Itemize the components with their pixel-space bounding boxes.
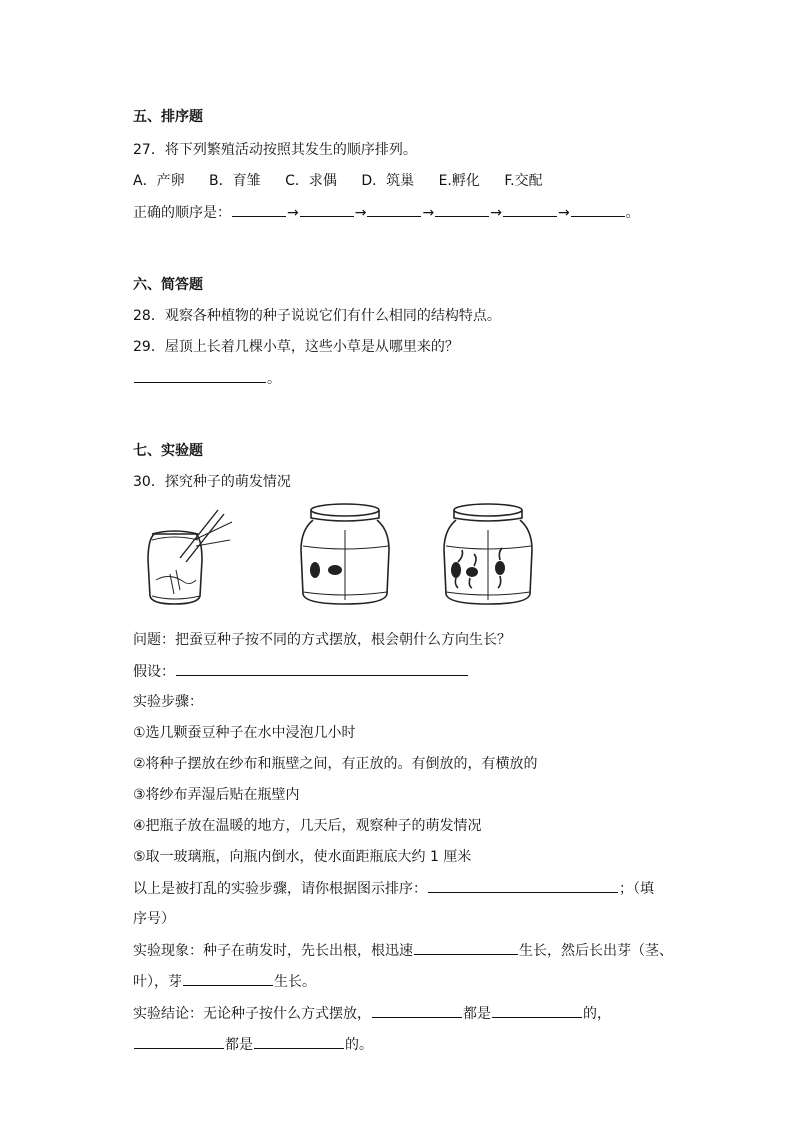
option-b: B．育雏 — [209, 173, 261, 189]
q27-options — [133, 171, 563, 191]
order-tail-2: 序号） — [133, 911, 175, 927]
phenomenon-c: 叶），芽 — [133, 974, 182, 990]
root-direction-blank[interactable] — [414, 940, 518, 955]
section7-heading: 七、实验题 — [133, 443, 203, 459]
arrow: → — [557, 205, 570, 221]
hypothesis-line — [133, 661, 469, 682]
answer-blank-2[interactable] — [300, 202, 354, 217]
q29: 29．屋顶上长着几棵小草，这些小草是从哪里来的？ — [133, 339, 459, 355]
hypothesis-label: 假设： — [133, 664, 175, 680]
option-d: D．筑巢 — [361, 173, 415, 189]
q27-stem: 27．将下列繁殖活动按照其发生的顺序排列。 — [133, 142, 417, 158]
experiment-figures — [140, 500, 520, 615]
option-e: E.孵化 — [438, 173, 480, 189]
q30: 30．探究种子的萌发情况 — [133, 474, 291, 490]
answer-blank-3[interactable] — [367, 202, 421, 217]
step-2: ②将种子摆放在纱布和瓶壁之间，有正放的。有倒放的，有横放的 — [133, 756, 538, 772]
steps-title: 实验步骤： — [133, 694, 203, 710]
conclusion-blank-2[interactable] — [492, 1003, 582, 1018]
q29-blank[interactable] — [134, 368, 266, 383]
conclusion-line-2 — [133, 1034, 373, 1055]
phenomenon-a: 实验现象：种子在萌发时，先长出根，根迅速 — [133, 943, 413, 959]
step-1: ①选几颗蚕豆种子在水中浸泡几小时 — [133, 725, 356, 741]
jar-seeds-after — [438, 500, 538, 610]
q28: 28．观察各种植物的种子说说它们有什么相同的结构特点。 — [133, 308, 501, 324]
q29-answer-line — [133, 368, 281, 389]
phenomenon-line-1 — [133, 940, 673, 961]
option-c: C．求偶 — [285, 173, 337, 189]
section5-heading: 五、排序题 — [133, 109, 203, 125]
jar-seeds-before — [295, 500, 395, 610]
section6-heading: 六、简答题 — [133, 277, 203, 293]
answer-end: 。 — [625, 205, 640, 221]
order-prompt: 以上是被打乱的实验步骤，请你根据图示排序： — [133, 881, 427, 897]
order-blank[interactable] — [428, 878, 618, 893]
bud-direction-blank[interactable] — [183, 971, 273, 986]
order-tail: ；（填 — [619, 881, 654, 897]
jar-pouring-illustration — [140, 500, 240, 610]
option-a: A．产卵 — [133, 173, 185, 189]
phenomenon-b: 生长，然后长出芽（茎、 — [519, 943, 673, 959]
conclusion-blank-4[interactable] — [254, 1034, 344, 1049]
answer-blank-1[interactable] — [232, 202, 286, 217]
conclusion-e: 的。 — [345, 1037, 373, 1053]
arrow: → — [354, 205, 367, 221]
phenomenon-line-2 — [133, 971, 316, 992]
hypothesis-blank[interactable] — [176, 661, 468, 676]
conclusion-b: 都是 — [463, 1006, 491, 1022]
answer-blank-6[interactable] — [571, 202, 625, 217]
experiment-question: 问题：把蚕豆种子按不同的方式摆放，根会朝什么方向生长？ — [133, 632, 511, 648]
conclusion-blank-3[interactable] — [134, 1034, 224, 1049]
option-f: F.交配 — [504, 173, 543, 189]
conclusion-c: 的， — [583, 1006, 611, 1022]
order-line — [133, 878, 654, 899]
q27-answer-line — [133, 202, 640, 223]
answer-blank-4[interactable] — [435, 202, 489, 217]
q29-end: 。 — [267, 371, 281, 387]
answer-prefix: 正确的顺序是： — [133, 205, 231, 221]
step-5: ⑤取一玻璃瓶，向瓶内倒水，使水面距瓶底大约 1 厘米 — [133, 849, 472, 865]
arrow: → — [422, 205, 435, 221]
step-4: ④把瓶子放在温暖的地方，几天后，观察种子的萌发情况 — [133, 818, 482, 834]
conclusion-line-1 — [133, 1003, 611, 1024]
conclusion-d: 都是 — [225, 1037, 253, 1053]
arrow: → — [287, 205, 299, 221]
conclusion-blank-1[interactable] — [372, 1003, 462, 1018]
phenomenon-d: 生长。 — [274, 974, 316, 990]
step-3: ③将纱布弄湿后贴在瓶壁内 — [133, 787, 300, 803]
answer-blank-5[interactable] — [503, 202, 557, 217]
conclusion-a: 实验结论：无论种子按什么方式摆放， — [133, 1006, 371, 1022]
arrow: → — [490, 205, 502, 221]
